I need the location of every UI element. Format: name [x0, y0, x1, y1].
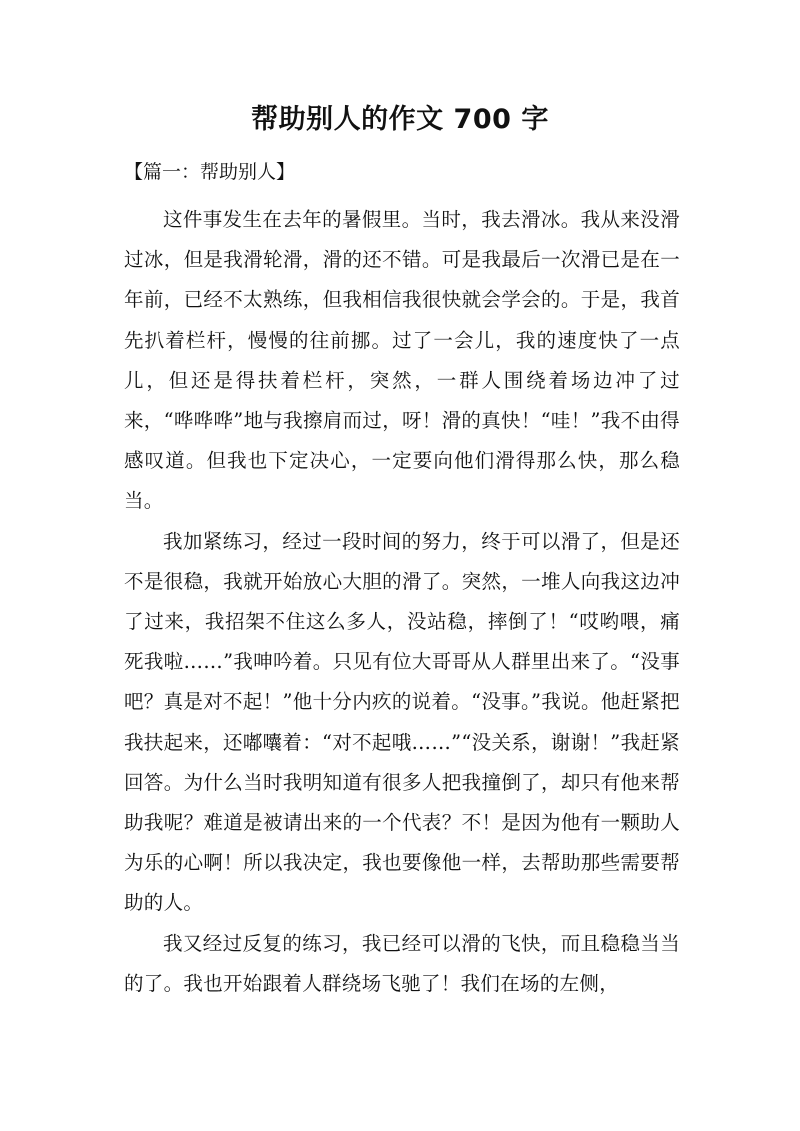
paragraph-2: 我加紧练习，经过一段时间的努力，终于可以滑了，但是还不是很稳，我就开始放心大胆的滑了。突然，一堆人向我这边冲了过来，我招架不住这么多人，没站稳，摔倒了！“哎哟喂，痛死我啦……”我呻吟着。只见有位大哥哥从人群里出来了。“没事吧？真是对不起！”他十分内疚的说着。“没事。”我说。他赶紧把我扶起来，还嘟囔着：“对不起哦……”“没关系，谢谢！”我赶紧回答。为什么当时我明知道有很多人把我撞倒了，却只有他来帮助我呢？难道是被请出来的一个代表？不！是因为他有一颗助人为乐的心啊！所以我决定，我也要像他一样，去帮助那些需要帮助的人。 — [124, 529, 680, 915]
section-heading: 【篇一：帮助别人】 — [124, 161, 296, 183]
essay-body — [124, 200, 680, 1004]
document-title: 帮助别人的作文 700 字 — [251, 104, 549, 135]
paragraph-3: 我又经过反复的练习，我已经可以滑的飞快，而且稳稳当当的了。我也开始跟着人群绕场飞驰了！我们在场的左侧， — [124, 931, 680, 995]
paragraph-1: 这件事发生在去年的暑假里。当时，我去滑冰。我从来没滑过冰，但是我滑轮滑，滑的还不错。可是我最后一次滑已是在一年前，已经不太熟练，但我相信我很快就会学会的。于是，我首先扒着栏杆，慢慢的往前挪。过了一会儿，我的速度快了一点儿，但还是得扶着栏杆，突然，一群人围绕着场边冲了过来，“哗哗哗”地与我擦肩而过，呀！滑的真快！“哇！”我不由得感叹道。但我也下定决心，一定要向他们滑得那么快，那么稳当。 — [124, 208, 680, 513]
